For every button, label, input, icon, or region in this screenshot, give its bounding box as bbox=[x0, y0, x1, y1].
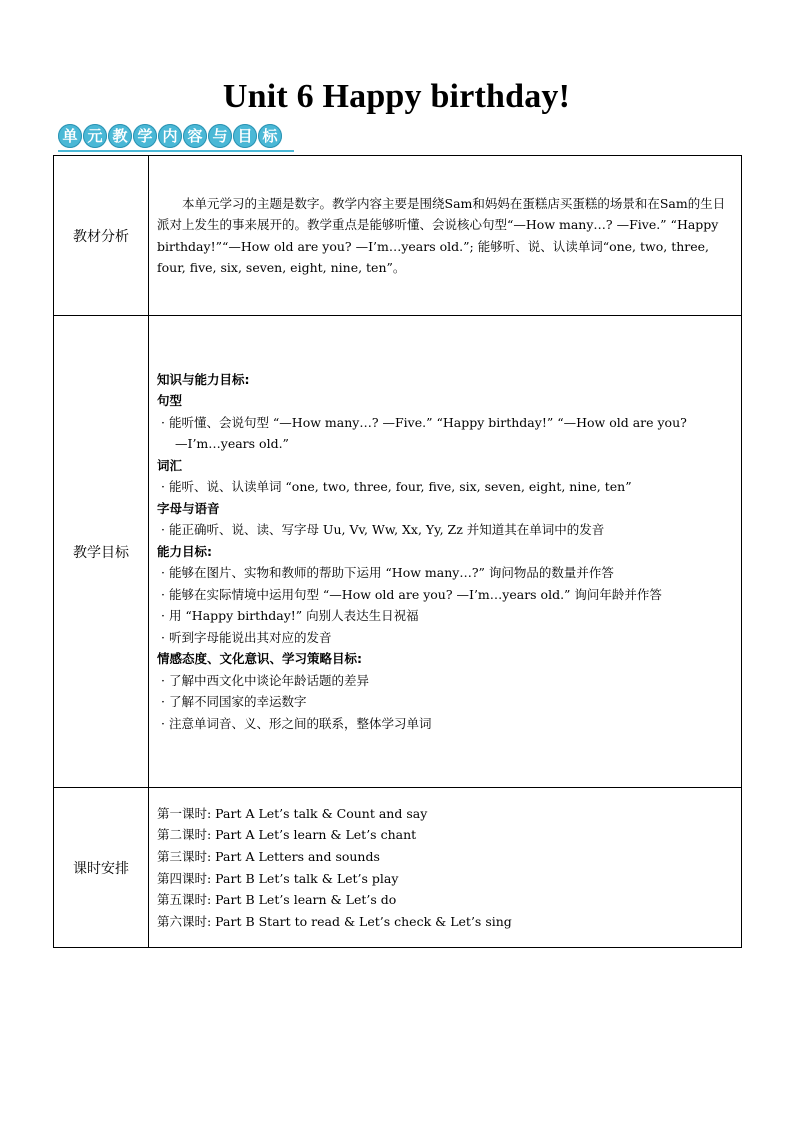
row-label-schedule: 课时安排 bbox=[54, 788, 149, 948]
banner-char: 内 bbox=[158, 124, 182, 148]
table-row-schedule bbox=[54, 788, 742, 948]
analysis-text: 本单元学习的主题是数字。教学内容主要是围绕Sam和妈妈在蛋糕店买蛋糕的场景和在Sam的生日派对上发生的事来展开的。教学重点是能够听懂、会说核心句型“—How many…? —Five.” “Happy birthday!”“—How old are you? —I’m…years old.”; 能够听、说、认读单词“one, two, three, four, five, six, seven, eight, nine, ten”。 bbox=[157, 195, 726, 275]
emotion-item: · 了解中西文化中谈论年龄话题的差异 bbox=[161, 672, 369, 688]
unit-plan-table bbox=[53, 155, 742, 948]
table-row-goals bbox=[54, 316, 742, 788]
banner-char: 教 bbox=[108, 124, 132, 148]
vocab-item: · 能听、说、认读单词 “one, two, three, four, five, six, seven, eight, nine, ten” bbox=[161, 479, 632, 495]
lesson-item: 第五课时: Part B Let’s learn & Let’s do bbox=[157, 892, 397, 908]
ability-heading: 能力目标: bbox=[157, 543, 212, 559]
analysis-cell bbox=[149, 156, 742, 316]
vocab-heading: 词汇 bbox=[157, 457, 183, 473]
emotion-heading: 情感态度、文化意识、学习策略目标: bbox=[157, 651, 362, 667]
banner-char: 与 bbox=[208, 124, 232, 148]
row-label-goals: 教学目标 bbox=[54, 316, 149, 788]
lesson-item: 第一课时: Part A Let’s talk & Count and say bbox=[157, 805, 428, 821]
sentence-item: · 能听懂、会说句型 “—How many…? —Five.” “Happy birthday!” “—How old are you? bbox=[161, 414, 687, 430]
banner-char: 目 bbox=[233, 124, 257, 148]
goals-cell bbox=[149, 316, 742, 788]
ability-item: · 听到字母能说出其对应的发音 bbox=[161, 629, 332, 645]
banner-underline bbox=[58, 150, 294, 152]
page-title: Unit 6 Happy birthday! bbox=[222, 78, 571, 115]
sentence-heading: 句型 bbox=[157, 393, 183, 409]
banner-char: 容 bbox=[183, 124, 207, 148]
lesson-item: 第二课时: Part A Let’s learn & Let’s chant bbox=[157, 827, 417, 843]
emotion-item: · 注意单词音、义、形之间的联系，整体学习单词 bbox=[161, 715, 432, 731]
sentence-item-continued: —I’m…years old.” bbox=[175, 436, 289, 452]
ability-item: · 用 “Happy birthday!” 向别人表达生日祝福 bbox=[161, 608, 419, 624]
section-banner bbox=[58, 124, 282, 152]
banner-char: 学 bbox=[133, 124, 157, 148]
lesson-item: 第四课时: Part B Let’s talk & Let’s play bbox=[157, 870, 399, 886]
knowledge-heading: 知识与能力目标: bbox=[157, 371, 250, 387]
phonics-heading: 字母与语音 bbox=[157, 500, 220, 516]
banner-char: 单 bbox=[58, 124, 82, 148]
ability-item: · 能够在实际情境中运用句型 “—How old are you? —I’m…years old.” 询问年龄并作答 bbox=[161, 586, 662, 602]
ability-item: · 能够在图片、实物和教师的帮助下运用 “How many…?” 询问物品的数量并作答 bbox=[161, 565, 614, 581]
banner-char: 标 bbox=[258, 124, 282, 148]
table-row-analysis bbox=[54, 156, 742, 316]
row-label-analysis: 教材分析 bbox=[54, 156, 149, 316]
schedule-cell bbox=[149, 788, 742, 948]
emotion-item: · 了解不同国家的幸运数字 bbox=[161, 694, 307, 710]
lesson-item: 第三课时: Part A Letters and sounds bbox=[157, 848, 380, 864]
lesson-item: 第六课时: Part B Start to read & Let’s check & Let’s sing bbox=[157, 913, 512, 929]
banner-char: 元 bbox=[83, 124, 107, 148]
phonics-item: · 能正确听、说、读、写字母 Uu, Vv, Ww, Xx, Yy, Zz 并知道其在单词中的发音 bbox=[161, 522, 605, 538]
